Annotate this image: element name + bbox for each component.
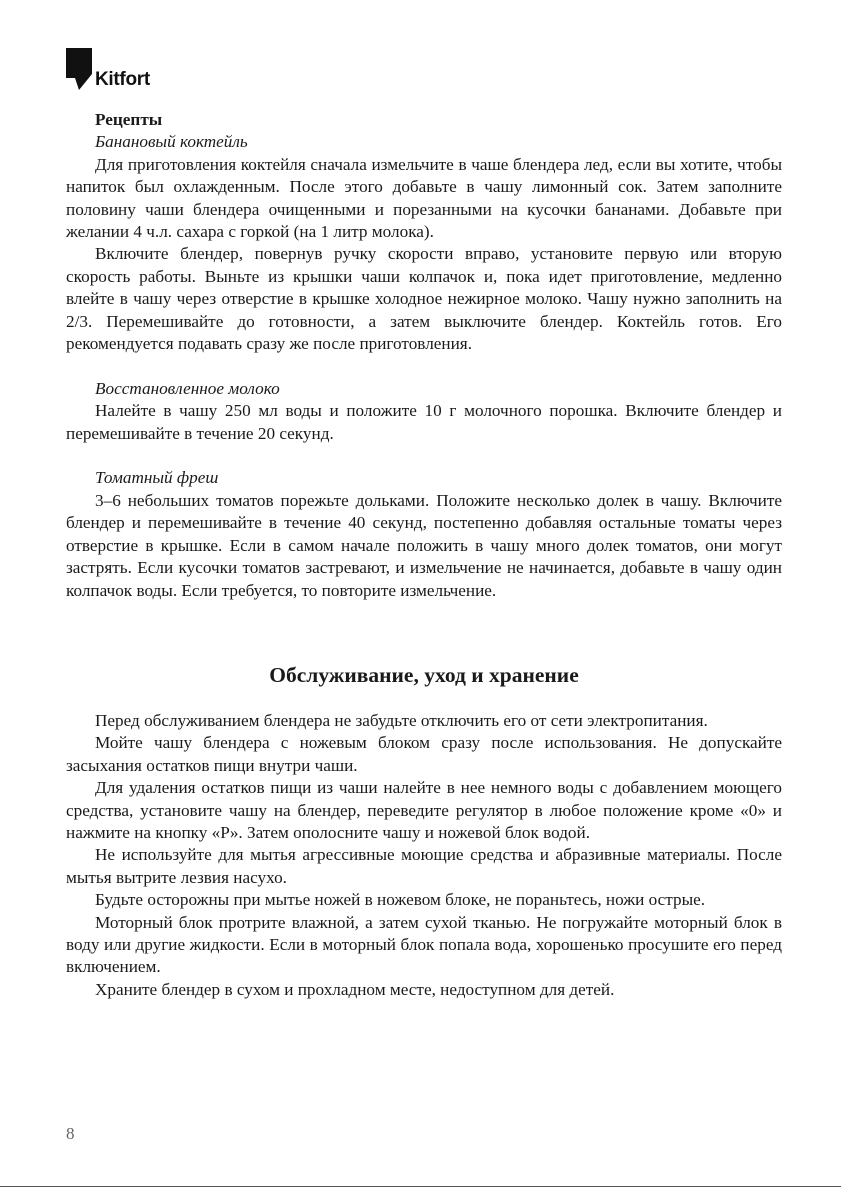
recipe-title: Томатный фреш	[95, 468, 219, 488]
maintenance-section	[66, 710, 782, 1001]
recipes-heading: Рецепты	[95, 110, 163, 129]
kitfort-logo-icon	[66, 48, 92, 92]
maintenance-paragraph: Для удаления остатков пищи из чаши налейте в нее немного воды с добавлением моющего средства, установите чашу на блендер, переведите регулятор в любое положение кроме «0» и нажмите на кнопку «P». Затем ополосните чашу и ножевой блок водой.	[66, 778, 782, 842]
maintenance-paragraph: Будьте осторожны при мытье ножей в ножевом блоке, не пораньтесь, ножи острые.	[95, 890, 706, 910]
page-content	[66, 109, 782, 1001]
brand-logo	[66, 48, 150, 92]
recipe-title: Банановый коктейль	[95, 132, 248, 152]
recipe-paragraph: Налейте в чашу 250 мл воды и положите 10 г молочного порошка. Включите блендер и перемешивайте в течение 20 секунд.	[66, 401, 782, 443]
recipe-paragraph: Включите блендер, повернув ручку скорости вправо, установите первую или вторую скорость работы. Выньте из крышки чаши колпачок и, пока идет приготовление, медленно влейте в чашу через отверстие в крышке холодное нежирное молоко. Чашу нужно заполнить на 2/3. Перемешивайте до готовности, а затем выключите блендер. Коктейль готов. Его рекомендуется подавать сразу же после приготовления.	[66, 244, 782, 354]
recipe-reconstituted-milk	[66, 378, 782, 445]
page-bottom-rule	[0, 1186, 841, 1187]
page-number: 8	[66, 1124, 75, 1143]
recipe-paragraph: 3–6 небольших томатов порежьте дольками. Положите несколько долек в чашу. Включите блендер и перемешивайте в течение 40 секунд, постепенно добавляя остальные томаты через отверстие в крышке. Если в самом начале положить в чашу много долек томатов, они могут застрять. Если кусочки томатов застревают, и измельчение не начинается, добавьте в чашу один колпачок воды. Если требуется, то повторите измельчение.	[66, 490, 782, 600]
recipe-title: Восстановленное молоко	[95, 378, 280, 398]
recipe-tomato-fresh	[66, 467, 782, 601]
recipe-banana-cocktail	[66, 131, 782, 355]
maintenance-paragraph: Моторный блок протрите влажной, а затем сухой тканью. Не погружайте моторный блок в воду или другие жидкости. Если в моторный блок попала вода, хорошенько просушите его перед включением.	[66, 912, 782, 977]
maintenance-title: Обслуживание, уход и хранение	[269, 662, 579, 687]
maintenance-paragraph: Храните блендер в сухом и прохладном месте, недоступном для детей.	[95, 979, 615, 999]
maintenance-paragraph: Не используйте для мытья агрессивные моющие средства и абразивные материалы. После мытья вытрите лезвия насухо.	[66, 845, 782, 887]
brand-name: Kitfort	[95, 69, 150, 90]
recipe-paragraph: Для приготовления коктейля сначала измельчите в чаше блендера лед, если вы хотите, чтобы напиток был охлажденным. После этого добавьте в чашу лимонный сок. Затем заполните половину чаши блендера очищенными и порезанными на кусочки бананами. Добавьте при желании 4 ч.л. сахара с горкой (на 1 литр молока).	[66, 154, 782, 242]
maintenance-paragraph: Мойте чашу блендера с ножевым блоком сразу после использования. Не допускайте засыхания остатков пищи внутри чаши.	[66, 733, 782, 775]
maintenance-paragraph: Перед обслуживанием блендера не забудьте отключить его от сети электропитания.	[95, 710, 708, 730]
